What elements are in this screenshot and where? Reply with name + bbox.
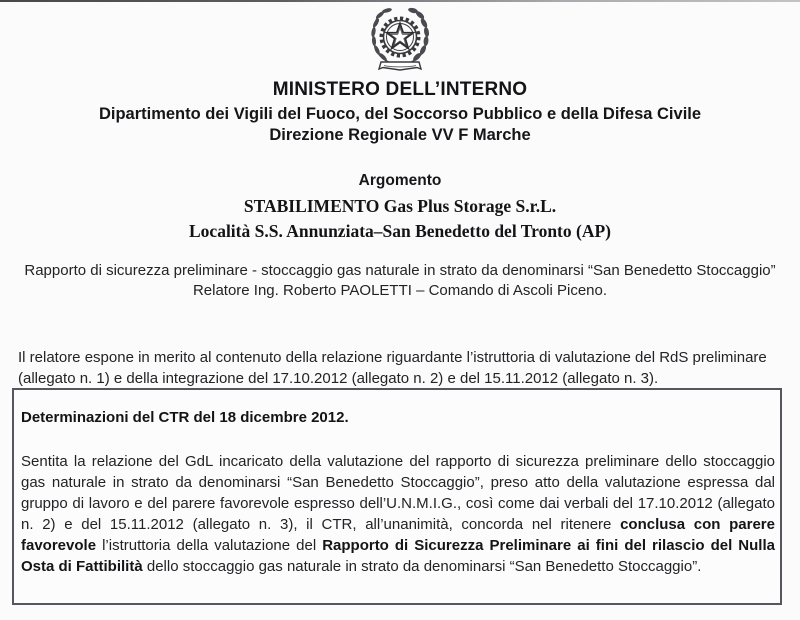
determinations-seg1: Sentita la relazione del GdL incaricato della valutazione del rapporto di sicurezza preliminare dello stoccaggio gas naturale in strato da denominarsi “San Benedetto Stoccaggio”, preso atto della valutazione espressa dal gruppo di lavoro e del parere favorevole espresso dell’U.N.M.I.G., così come dai verbali del 17.10.2012 (allegato n. 2) e del 15.11.2012 (allegato n. 3), il CTR, all’unanimità, concorda nel ritenere <box>21 453 775 533</box>
italian-republic-emblem-icon <box>357 7 443 77</box>
determinations-bold1: conclusa con parere favorevole <box>21 516 775 554</box>
determinations-seg2: l’istruttoria della valutazione del <box>96 537 323 554</box>
determinations-box <box>12 388 782 605</box>
department-line: Dipartimento dei Vigili del Fuoco, del Soccorso Pubblico e della Difesa Civile <box>98 105 702 123</box>
determinations-paragraph <box>21 451 775 577</box>
determinations-seg3: dello stoccaggio gas naturale in strato da denominarsi “San Benedetto Stoccaggio”. <box>142 558 702 575</box>
scan-edge-artifact <box>0 0 800 2</box>
determinations-bold2: Rapporto di Sicurezza Preliminare ai fini del rilascio del Nulla Osta di Fattibilità <box>21 537 775 575</box>
site-location: Località S.S. Annunziata–San Benedetto del Tronto (AP) <box>189 221 611 241</box>
report-title-line: Rapporto di sicurezza preliminare - stoccaggio gas naturale in strato da denominarsi “San Benedetto Stoccaggio” <box>24 262 776 279</box>
intro-paragraph: Il relatore espone in merito al contenuto della relazione riguardante l’istruttoria di valutazione del RdS preliminare (allegato n. 1) e della integrazione del 17.10.2012 (allegato n. 2) e del 15.11.2012 (allegato n. 3). <box>18 349 767 387</box>
directorate-line: Direzione Regionale VV F Marche <box>269 126 531 144</box>
company-name: STABILIMENTO Gas Plus Storage S.r.L. <box>243 196 557 216</box>
ministry-title: MINISTERO DELL’INTERNO <box>272 79 528 100</box>
subject-label: Argomento <box>358 172 442 189</box>
determinations-title: Determinazioni del CTR del 18 dicembre 2012. <box>21 409 349 426</box>
rapporteur-line: Relatore Ing. Roberto PAOLETTI – Comando di Ascoli Piceno. <box>192 282 608 299</box>
